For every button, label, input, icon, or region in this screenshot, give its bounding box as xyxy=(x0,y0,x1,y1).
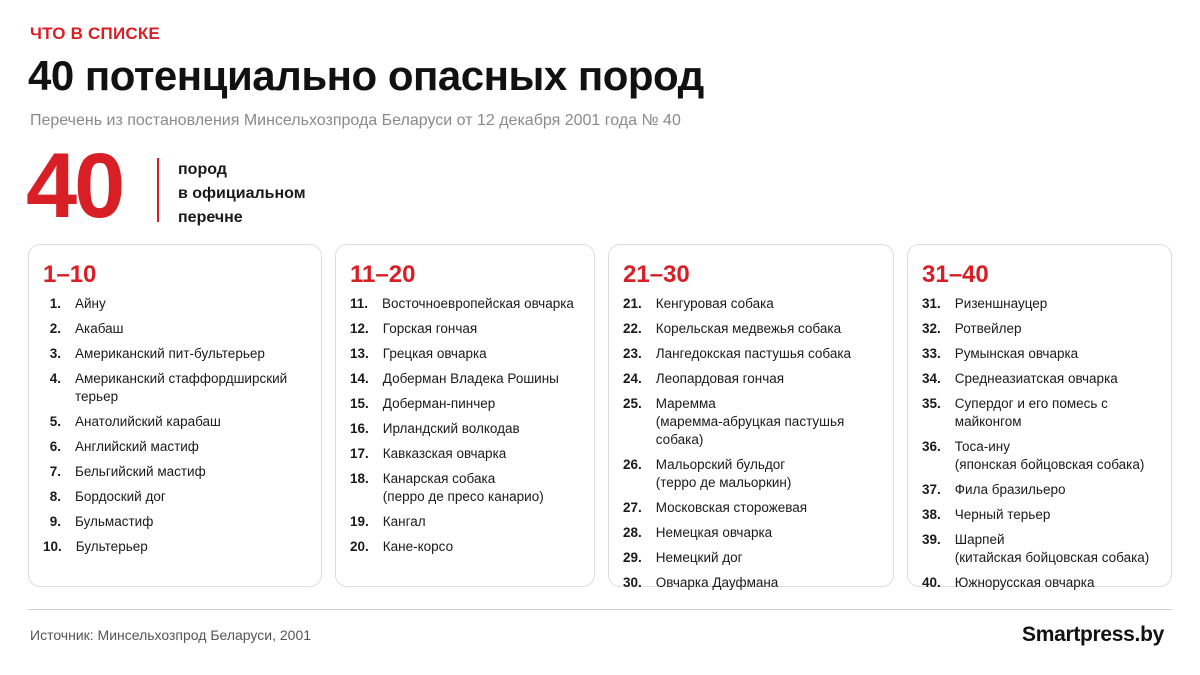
list-item xyxy=(922,531,1157,567)
breed-name xyxy=(76,538,307,556)
list-item xyxy=(623,456,879,492)
breed-name-line: Американский пит-бультерьер xyxy=(75,346,265,361)
card-heading: 1–10 xyxy=(43,261,97,288)
item-number: 6. xyxy=(49,439,61,454)
breed-name-line: Английский мастиф xyxy=(75,439,199,454)
breed-name-line: Кане-корсо xyxy=(382,539,454,554)
item-number: 22. xyxy=(623,321,642,336)
page-title: 40 потенциально опасных пород xyxy=(28,52,704,99)
breed-name xyxy=(656,524,879,542)
highlight-caption-line: перечне xyxy=(178,209,243,226)
breed-name-line: Московская сторожевая xyxy=(655,500,808,515)
breed-name xyxy=(383,370,580,388)
list-item xyxy=(623,524,879,542)
breed-name xyxy=(955,370,1157,388)
item-number: 27. xyxy=(623,500,642,515)
item-number: 26. xyxy=(623,457,642,472)
breed-card-3 xyxy=(608,244,894,590)
breed-name-line: Румынская овчарка xyxy=(954,346,1079,361)
list-item xyxy=(922,481,1157,499)
breed-name-line: Доберман Владека Рошины xyxy=(382,371,559,386)
breed-name xyxy=(75,488,307,506)
list-item xyxy=(922,574,1157,592)
breed-name-line: Корельская медвежья собака xyxy=(655,321,842,336)
breed-name-line: (терро де мальоркин) xyxy=(655,475,792,490)
list-item xyxy=(623,370,879,388)
item-number: 20. xyxy=(350,539,369,554)
breed-name-line: Доберман-пинчер xyxy=(382,396,496,411)
item-number: 2. xyxy=(49,321,61,336)
item-number: 14. xyxy=(350,371,369,386)
list-item xyxy=(350,395,580,413)
breed-list xyxy=(922,295,1157,592)
item-number: 17. xyxy=(350,446,369,461)
list-item xyxy=(43,488,307,506)
breed-name-line: Шарпей xyxy=(954,532,1005,547)
item-number: 15. xyxy=(350,396,369,411)
list-item xyxy=(350,420,580,438)
list-item xyxy=(43,438,307,456)
breed-name xyxy=(75,370,307,406)
breed-name-line: Тоса-ину xyxy=(954,439,1010,454)
source-note: Источник: Минсельхозпрод Беларуси, 2001 xyxy=(30,627,312,643)
list-item xyxy=(623,574,879,592)
list-item xyxy=(623,499,879,517)
breed-name-line: Среднеазиатская овчарка xyxy=(954,371,1118,386)
breed-name-line: (японская бойцовская собака) xyxy=(954,457,1145,472)
item-number: 18. xyxy=(350,471,369,486)
item-number: 33. xyxy=(922,346,941,361)
breed-name-line: Овчарка Дауфмана xyxy=(655,575,779,590)
breed-name xyxy=(656,370,879,388)
breed-name-line: Кангал xyxy=(382,514,426,529)
item-number: 9. xyxy=(49,514,61,529)
breed-name-line: терьер xyxy=(75,389,119,404)
list-item xyxy=(922,295,1157,313)
breed-name xyxy=(656,395,879,449)
item-number: 11. xyxy=(350,296,369,311)
breed-name xyxy=(656,549,879,567)
breed-name xyxy=(383,420,580,438)
list-item xyxy=(43,345,307,363)
breed-name-line: Бордоский дог xyxy=(75,489,166,504)
item-number: 30. xyxy=(623,575,642,590)
list-item xyxy=(350,295,580,313)
list-item xyxy=(623,295,879,313)
item-number: 12. xyxy=(350,321,369,336)
breed-name-line: Кенгуровая собака xyxy=(655,296,774,311)
list-item xyxy=(623,395,879,449)
item-number: 1. xyxy=(49,296,61,311)
breed-name xyxy=(383,320,580,338)
breed-name-line: Мальорский бульдог xyxy=(655,457,786,472)
breed-name xyxy=(955,295,1157,313)
subtitle: Перечень из постановления Минсельхозпрода Беларуси от 12 декабря 2001 года № 40 xyxy=(30,112,681,129)
item-number: 34. xyxy=(922,371,941,386)
list-item xyxy=(922,320,1157,338)
breed-name xyxy=(656,574,879,592)
breed-card-2 xyxy=(335,244,595,587)
breed-name xyxy=(383,470,580,506)
list-item xyxy=(922,506,1157,524)
breed-name xyxy=(955,506,1157,524)
item-number: 21. xyxy=(623,296,642,311)
breed-name-line: Супердог и его помесь с майконгом xyxy=(954,396,1108,429)
breed-name xyxy=(656,456,879,492)
list-item xyxy=(350,470,580,506)
breed-name xyxy=(955,574,1157,592)
list-item xyxy=(43,513,307,531)
breed-name xyxy=(955,531,1157,567)
breed-name-line: Маремма xyxy=(655,396,716,411)
item-number: 23. xyxy=(623,346,642,361)
list-item xyxy=(350,513,580,531)
highlight-number: 40 xyxy=(26,135,123,237)
item-number: 37. xyxy=(922,482,941,497)
breed-name xyxy=(656,295,879,313)
breed-name xyxy=(955,481,1157,499)
item-number: 35. xyxy=(922,396,941,411)
breed-name xyxy=(383,513,580,531)
breed-name xyxy=(75,295,307,313)
breed-name-line: (маремма-абруцкая пастушья собака) xyxy=(655,414,845,447)
breed-name xyxy=(382,295,580,313)
breed-list xyxy=(43,295,307,556)
item-number: 10. xyxy=(43,539,62,554)
breed-name xyxy=(955,345,1157,363)
item-number: 16. xyxy=(350,421,369,436)
breed-name xyxy=(656,499,879,517)
breed-name xyxy=(383,345,580,363)
breed-name-line: Черный терьер xyxy=(954,507,1051,522)
breed-name-line: Канарская собака xyxy=(382,471,496,486)
item-number: 3. xyxy=(49,346,61,361)
breed-name xyxy=(955,395,1157,431)
card-heading: 31–40 xyxy=(922,261,989,288)
breed-name-line: Немецкий дог xyxy=(655,550,743,565)
item-number: 36. xyxy=(922,439,941,454)
card-heading: 11–20 xyxy=(350,261,416,288)
list-item xyxy=(43,413,307,431)
highlight-caption-line: пород xyxy=(178,161,227,178)
list-item xyxy=(922,370,1157,388)
item-number: 8. xyxy=(49,489,61,504)
breed-name-line: Фила бразильеро xyxy=(954,482,1066,497)
breed-name xyxy=(75,345,307,363)
item-number: 25. xyxy=(623,396,642,411)
list-item xyxy=(43,370,307,406)
breed-name xyxy=(75,463,307,481)
list-item xyxy=(922,345,1157,363)
breed-name xyxy=(955,320,1157,338)
breed-name-line: Лангедокская пастушья собака xyxy=(655,346,852,361)
item-number: 4. xyxy=(49,371,61,386)
highlight-caption-line: в официальном xyxy=(178,185,306,202)
breed-name-line: Горская гончая xyxy=(382,321,478,336)
list-item xyxy=(350,345,580,363)
item-number: 39. xyxy=(922,532,941,547)
item-number: 5. xyxy=(49,414,61,429)
breed-name-line: Грецкая овчарка xyxy=(382,346,487,361)
breed-name xyxy=(656,320,879,338)
breed-name-line: (китайская бойцовская собака) xyxy=(954,550,1150,565)
card-heading: 21–30 xyxy=(623,261,690,288)
breed-card-4 xyxy=(907,244,1172,590)
list-item xyxy=(350,370,580,388)
breed-name-line: Ирландский волкодав xyxy=(382,421,520,436)
breed-name-line: (перро де пресо канарио) xyxy=(382,489,544,504)
item-number: 7. xyxy=(49,464,61,479)
item-number: 40. xyxy=(922,575,941,590)
kicker: ЧТО В СПИСКЕ xyxy=(30,24,160,43)
list-item xyxy=(922,395,1157,431)
breed-list xyxy=(350,295,580,556)
list-item xyxy=(623,549,879,567)
breed-name-line: Анатолийский карабаш xyxy=(75,414,221,429)
brand-logo: Smartpress.by xyxy=(1021,623,1164,646)
breed-name xyxy=(656,345,879,363)
breed-name-line: Леопардовая гончая xyxy=(655,371,785,386)
breed-name xyxy=(383,395,580,413)
breed-name xyxy=(75,438,307,456)
item-number: 24. xyxy=(623,371,642,386)
list-item xyxy=(350,538,580,556)
breed-name-line: Ризеншнауцер xyxy=(954,296,1048,311)
breed-name xyxy=(75,320,307,338)
highlight-divider xyxy=(157,158,159,222)
list-item xyxy=(350,320,580,338)
breed-name-line: Американский стаффордширский xyxy=(75,371,288,386)
breed-name-line: Немецкая овчарка xyxy=(655,525,773,540)
footer-divider xyxy=(28,609,1172,610)
breed-name-line: Южнорусская овчарка xyxy=(954,575,1095,590)
breed-name xyxy=(955,438,1157,474)
breed-list xyxy=(623,295,879,592)
item-number: 19. xyxy=(350,514,369,529)
item-number: 31. xyxy=(922,296,941,311)
breed-name-line: Айну xyxy=(75,296,106,311)
list-item xyxy=(43,538,307,556)
list-item xyxy=(922,438,1157,474)
item-number: 38. xyxy=(922,507,941,522)
list-item xyxy=(43,320,307,338)
item-number: 13. xyxy=(350,346,369,361)
breed-name-line: Акабаш xyxy=(75,321,124,336)
list-item xyxy=(623,345,879,363)
breed-name-line: Бультерьер xyxy=(75,539,148,554)
breed-name xyxy=(383,538,580,556)
breed-name-line: Ротвейлер xyxy=(954,321,1022,336)
highlight-caption xyxy=(178,158,306,230)
list-item xyxy=(43,463,307,481)
breed-name-line: Восточноевропейская овчарка xyxy=(382,296,574,311)
breed-name xyxy=(75,413,307,431)
breed-name-line: Бульмастиф xyxy=(75,514,154,529)
breed-name xyxy=(75,513,307,531)
breed-name-line: Бельгийский мастиф xyxy=(75,464,206,479)
breed-name-line: Кавказская овчарка xyxy=(382,446,507,461)
list-item xyxy=(350,445,580,463)
list-item xyxy=(623,320,879,338)
item-number: 29. xyxy=(623,550,642,565)
item-number: 28. xyxy=(623,525,642,540)
breed-name xyxy=(383,445,580,463)
list-item xyxy=(43,295,307,313)
item-number: 32. xyxy=(922,321,941,336)
breed-card-1 xyxy=(28,244,322,587)
